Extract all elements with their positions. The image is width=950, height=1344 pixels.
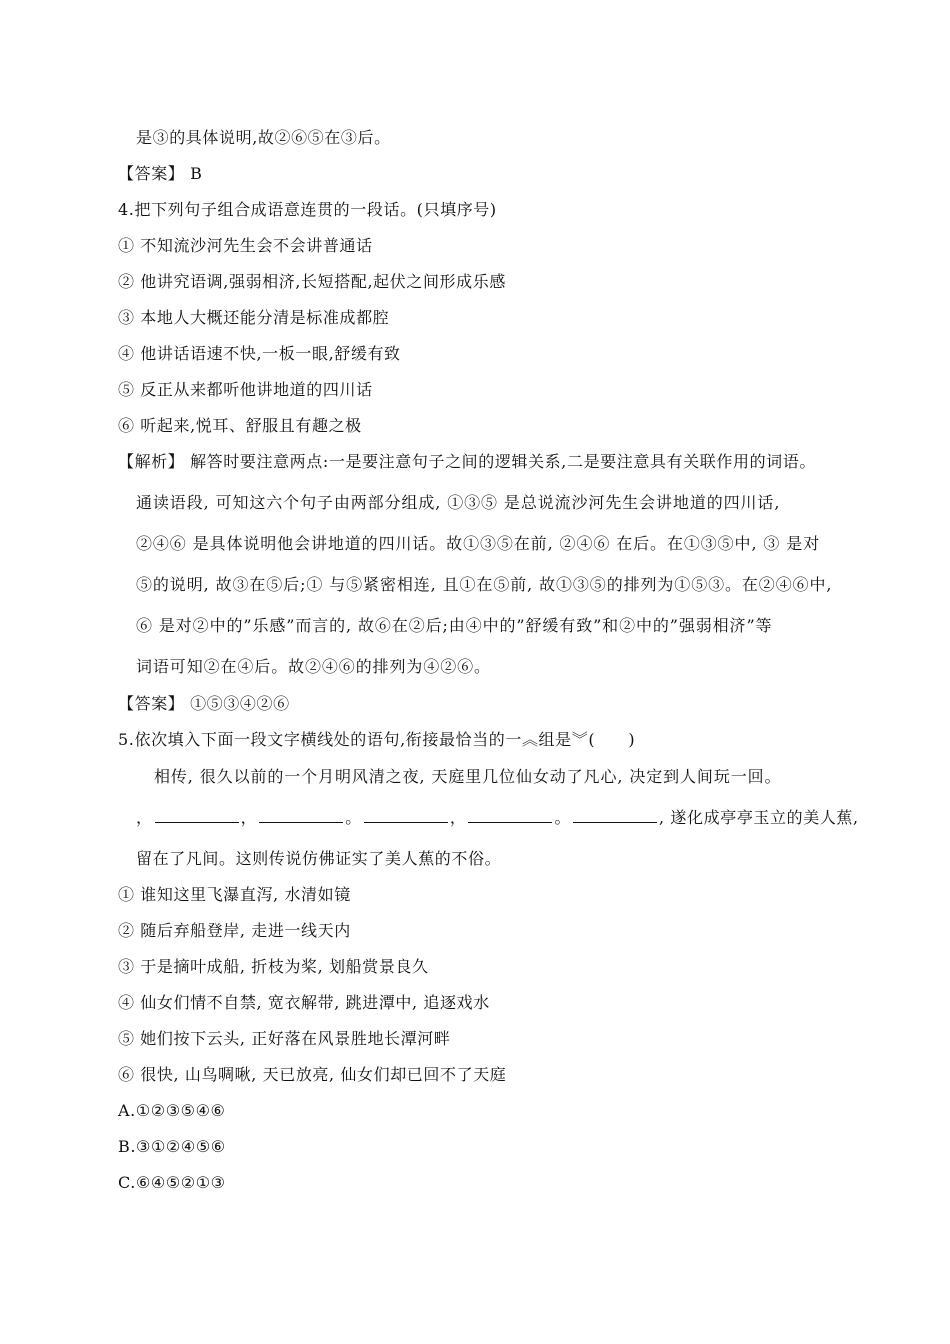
punct: 。 — [345, 808, 362, 827]
q4-analysis-line-6: 词语可知②在④后。故②④⑥的排列为④②⑥。 — [136, 657, 491, 676]
q4-sentence-5: ⑤ 反正从来都听他讲地道的四川话 — [118, 380, 373, 399]
fill-blank-1 — [155, 808, 239, 823]
q4-sentence-1: ① 不知流沙河先生会不会讲普通话 — [118, 236, 373, 255]
q5-passage-line-1: 相传, 很久以前的一个月明风清之夜, 天庭里几位仙女动了凡心, 决定到人间玩一回。 — [154, 767, 782, 786]
prev-analysis-end: 是③的具体说明,故②⑥⑤在③后。 — [136, 128, 391, 147]
punct: ， — [449, 808, 467, 827]
q5-passage-line-3: 留在了凡间。这则传说仿佛证实了美人蕉的不俗。 — [136, 849, 502, 868]
punct: ， — [136, 808, 153, 827]
q5-sentence-5: ⑤ 她们按下云头, 正好落在风景胜地长潭河畔 — [118, 1029, 451, 1048]
fill-blank-5 — [573, 808, 657, 823]
option-c: C.⑥④⑤②①③ — [118, 1173, 226, 1192]
punct: 。 — [554, 808, 572, 827]
q4-sentence-3: ③ 本地人大概还能分清是标准成都腔 — [118, 308, 390, 327]
q4-analysis-line-1: 【解析】 解答时要注意两点:一是要注意句子之间的逻辑关系,二是要注意具有关联作用的词语。 — [118, 452, 816, 471]
option-a: A.①②③⑤④⑥ — [118, 1101, 226, 1120]
q5-title: 5.依次填入下面一段文字横线处的语句,衔接最恰当的一︽组是︾( ) — [118, 730, 636, 749]
q4-analysis-line-3: ②④⑥ 是具体说明他会讲地道的四川话。故①③⑤在前, ②④⑥ 在后。在①③⑤中, ③ 是对 — [136, 534, 821, 553]
answer-3: 【答案】 B — [118, 164, 203, 183]
fill-blank-2 — [259, 808, 343, 823]
q4-sentence-4: ④ 他讲话语速不快,一板一眼,舒缓有致 — [118, 344, 401, 363]
answer-4: 【答案】 ①⑤③④②⑥ — [118, 694, 290, 713]
punct: ， — [240, 808, 258, 827]
q5-sentence-6: ⑥ 很快, 山鸟啁啾, 天已放亮, 仙女们却已回不了天庭 — [118, 1065, 507, 1084]
passage-text: , 遂化成亭亭玉立的美人蕉, — [659, 808, 859, 827]
q4-analysis-line-4: ⑤的说明, 故③在⑤后;① 与⑤紧密相连, 且①在⑤前, 故①③⑤的排列为①⑤③。在②④⑥中, — [136, 575, 833, 594]
q4-analysis-line-5: ⑥ 是对②中的”乐感”而言的, 故⑥在②后;由④中的”舒缓有致”和②中的”强弱相济”等 — [136, 616, 773, 635]
q4-sentence-2: ② 他讲究语调,强弱相济,长短搭配,起伏之间形成乐感 — [118, 272, 506, 291]
q4-title: 4.把下列句子组合成语意连贯的一段话。(只填序号) — [118, 200, 497, 219]
q5-sentence-3: ③ 于是摘叶成船, 折枝为桨, 划船赏景良久 — [118, 957, 429, 976]
option-b: B.③①②④⑤⑥ — [118, 1137, 226, 1156]
q5-passage-line-2 — [136, 808, 859, 828]
q5-sentence-4: ④ 仙女们情不自禁, 宽衣解带, 跳进潭中, 追逐戏水 — [118, 993, 490, 1012]
fill-blank-3 — [364, 808, 448, 823]
fill-blank-4 — [468, 808, 552, 823]
q4-analysis-line-2: 通读语段, 可知这六个句子由两部分组成, ①③⑤ 是总说流沙河先生会讲地道的四川话, — [136, 493, 781, 512]
q5-sentence-2: ② 随后弃船登岸, 走进一线天内 — [118, 921, 351, 940]
q5-sentence-1: ① 谁知这里飞瀑直泻, 水清如镜 — [118, 885, 351, 904]
q4-sentence-6: ⑥ 听起来,悦耳、舒服且有趣之极 — [118, 416, 362, 435]
